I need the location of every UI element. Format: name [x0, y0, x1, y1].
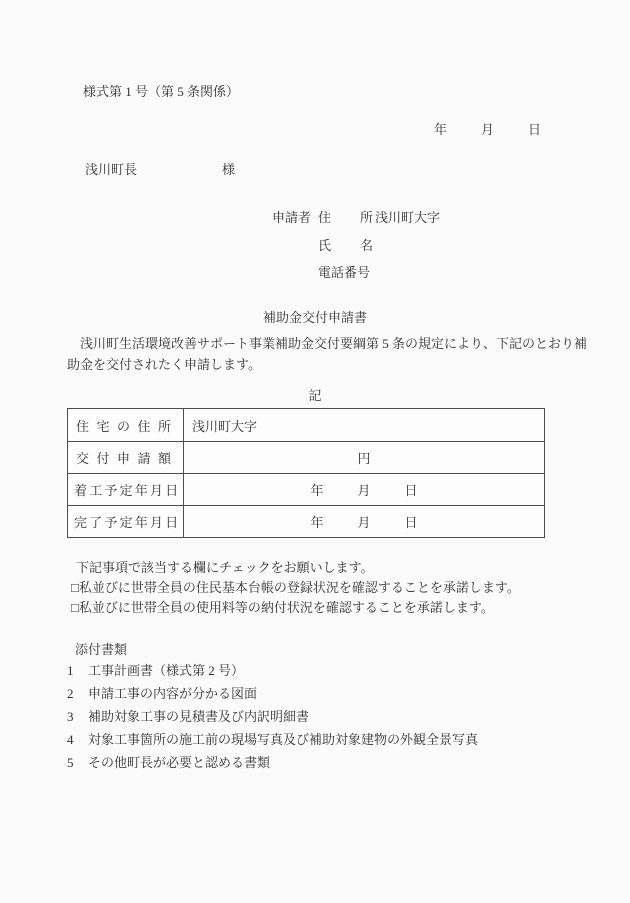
header-day-label: 日 — [528, 122, 542, 137]
check-instruction: 下記事項で該当する欄にチェックをお願いします。 — [76, 560, 374, 575]
table-row-end-date — [68, 505, 544, 537]
row-start-date-value — [184, 474, 544, 505]
table-row-amount — [68, 441, 544, 473]
record-marker: 記 — [308, 388, 322, 403]
checkbox-fees-icon: □ — [71, 600, 79, 615]
end-year-label: 年 — [310, 515, 324, 530]
document-title: 補助金交付申請書 — [262, 310, 367, 325]
end-month-label: 月 — [357, 515, 371, 530]
applicant-name-label-b: 名 — [359, 238, 373, 253]
list-item — [67, 659, 478, 682]
table-row-start-date — [68, 473, 544, 505]
attach-item-4-number: 4 — [67, 732, 74, 747]
attach-item-5-number: 5 — [67, 755, 74, 770]
attach-item-3-text: 補助対象工事の見積書及び内訳明細書 — [88, 709, 310, 724]
applicant-address-label-a: 住 — [318, 210, 332, 225]
row-address-label: 住宅の住所 — [68, 409, 184, 441]
attach-item-4-text: 対象工事箇所の施工前の現場写真及び補助対象建物の外観全景写真 — [88, 732, 479, 747]
check-item-fees — [71, 598, 520, 618]
table-row-address — [68, 409, 544, 441]
start-day-label: 日 — [404, 483, 418, 498]
end-day-label: 日 — [404, 515, 418, 530]
applicant-address-label-b: 所 — [359, 210, 373, 225]
check-item-registry — [71, 578, 520, 598]
body-line-1: 浅川町生活環境改善サポート事業補助金交付要綱第 5 条の規定により、下記のとおり補 — [67, 336, 588, 351]
start-year-label: 年 — [310, 483, 324, 498]
attach-item-2-text: 申請工事の内容が分かる図面 — [88, 686, 258, 701]
start-month-label: 月 — [357, 483, 371, 498]
applicant-phone-label: 電話番号 — [318, 265, 371, 280]
row-end-date-value — [184, 506, 544, 537]
addressee-name: 浅川町長 — [85, 162, 138, 177]
body-paragraph — [67, 333, 588, 375]
check-item-fees-text: 私並びに世帯全員の使用料等の納付状況を確認することを承諾します。 — [78, 600, 494, 615]
attach-item-1-number: 1 — [67, 663, 74, 678]
applicant-address-value: 浅川町大字 — [375, 210, 441, 225]
row-amount-label: 交付申請額 — [68, 442, 184, 473]
attach-item-5-text: その他町長が必要と認める書類 — [88, 755, 271, 770]
applicant-name-label-a: 氏 — [318, 238, 332, 253]
applicant-address-label — [318, 207, 373, 226]
attachments-list — [67, 659, 478, 774]
attach-item-1-text: 工事計画書（様式第 2 号） — [88, 663, 245, 678]
check-item-registry-text: 私並びに世帯全員の住民基本台帳の登録状況を確認することを承諾します。 — [78, 580, 520, 595]
attachments-heading: 添付書類 — [75, 642, 128, 657]
list-item — [67, 705, 478, 728]
list-item — [67, 751, 478, 774]
applicant-label: 申請者 — [272, 210, 312, 225]
row-start-date-label: 着工予定年月日 — [68, 474, 184, 505]
body-line-2: 助金を交付されたく申請します。 — [67, 357, 261, 372]
form-number-line: 様式第 1 号（第 5 条関係） — [83, 84, 240, 99]
header-date-line — [434, 119, 541, 138]
row-address-value: 浅川町大字 — [192, 418, 258, 434]
list-item — [67, 682, 478, 705]
attach-item-3-number: 3 — [67, 709, 74, 724]
addressee-honorific: 様 — [222, 162, 236, 177]
application-table — [67, 408, 545, 538]
applicant-name-label — [318, 235, 373, 254]
row-amount-unit: 円 — [357, 451, 371, 466]
header-year-label: 年 — [434, 122, 448, 137]
header-month-label: 月 — [481, 122, 495, 137]
list-item — [67, 728, 478, 751]
row-end-date-label: 完了予定年月日 — [68, 506, 184, 537]
checkbox-registry-icon: □ — [71, 580, 79, 595]
check-section — [71, 558, 520, 618]
attach-item-2-number: 2 — [67, 686, 74, 701]
